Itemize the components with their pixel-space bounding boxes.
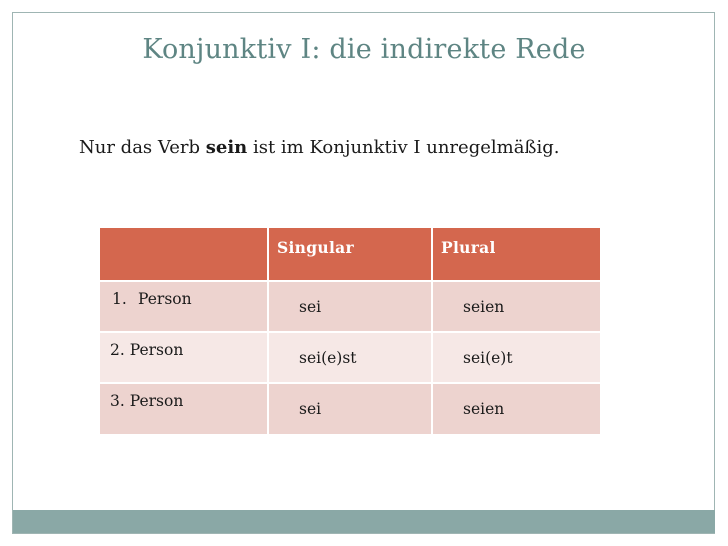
body-sentence xyxy=(79,137,559,158)
person-label-cell: 3. Person xyxy=(100,383,268,434)
person-label-cell xyxy=(100,281,268,332)
ordered-label xyxy=(110,290,192,308)
table-row xyxy=(100,332,600,383)
table-header-row xyxy=(100,228,600,281)
plural-cell: seien xyxy=(432,281,600,332)
plural-cell: seien xyxy=(432,383,600,434)
header-cell-plural: Plural xyxy=(432,228,600,281)
singular-cell: sei xyxy=(268,383,432,434)
slide-title: Konjunktiv I: die indirekte Rede xyxy=(142,34,586,65)
list-number: 1. xyxy=(112,290,127,308)
bottom-accent-bar xyxy=(13,510,715,533)
person-label-cell: 2. Person xyxy=(100,332,268,383)
sentence-before: Nur das Verb xyxy=(79,137,206,158)
header-cell-singular: Singular xyxy=(268,228,432,281)
person-label: Person xyxy=(138,290,192,308)
plural-cell: sei(e)t xyxy=(432,332,600,383)
sentence-bold-verb: sein xyxy=(205,137,248,158)
singular-cell: sei xyxy=(268,281,432,332)
table-row xyxy=(100,281,600,332)
header-cell-empty xyxy=(100,228,268,281)
conjugation-table xyxy=(100,228,600,434)
singular-cell: sei(e)st xyxy=(268,332,432,383)
sentence-after: ist im Konjunktiv I unregelmäßig. xyxy=(247,137,560,158)
table-row xyxy=(100,383,600,434)
